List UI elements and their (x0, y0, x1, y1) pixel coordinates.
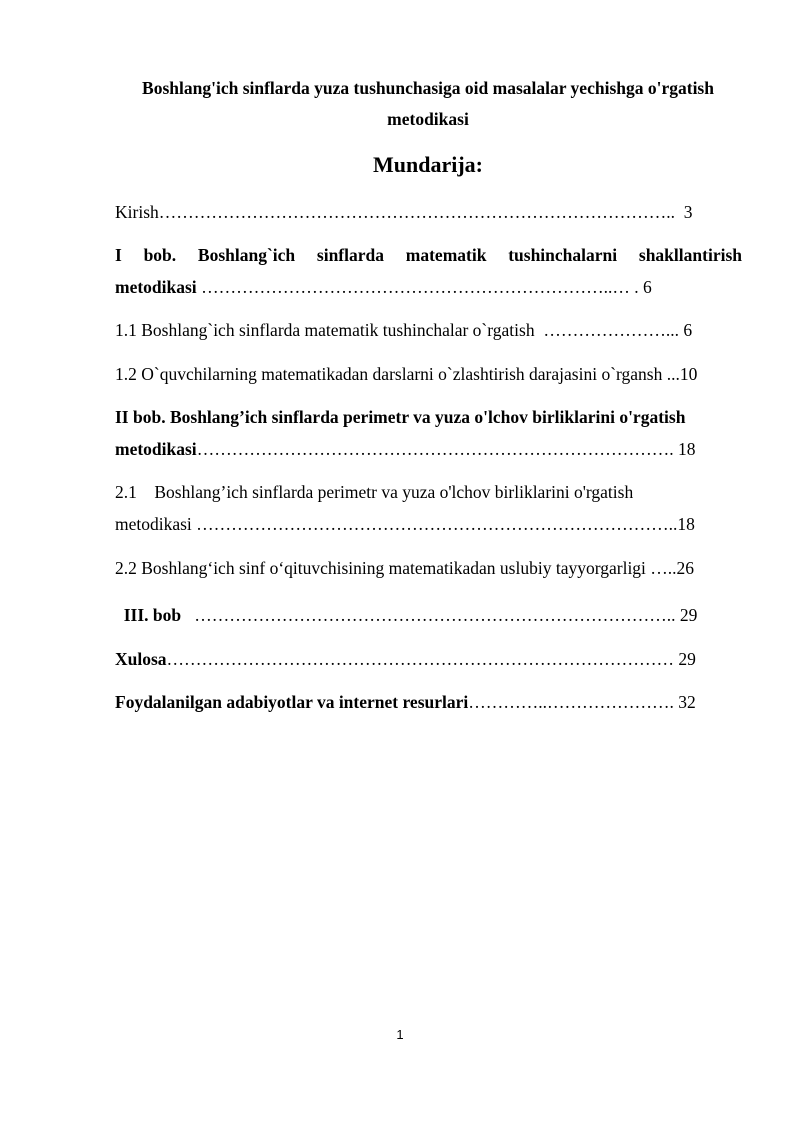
toc-entry-kirish: Kirish…………………………………………………………………………….. 3 (115, 202, 693, 222)
toc-entry-bob1-cont-bold: metodikasi (115, 277, 197, 297)
toc-entry-bob2-line1: II bob. Boshlang’ich sinflarda perimetr va yuza o'lchov birliklarini o'rgatish (115, 407, 686, 427)
toc-entry-xulosa (115, 647, 696, 671)
toc-word: matematik (405, 245, 487, 265)
toc-entry-bob3 (115, 603, 697, 627)
toc-entry-bob2-cont-rest: ………………………………………………………………………. 18 (196, 439, 696, 459)
toc-word: sinflarda (316, 245, 385, 265)
toc-entry-bob2-line2 (115, 437, 695, 461)
toc-word: Boshlang`ich (197, 245, 296, 265)
document-title-line2: metodikasi (387, 109, 469, 129)
toc-entry-references-rest: …………..…………………. 32 (468, 692, 696, 712)
toc-entry-bob2-cont-bold: metodikasi (115, 439, 197, 459)
toc-heading: Mundarija: (373, 152, 483, 177)
toc-word: bob. (143, 245, 177, 265)
toc-entry-bob3-rest: ……………………………………………………………………….. 29 (181, 605, 698, 625)
document-title-line1: Boshlang'ich sinflarda yuza tushunchasiga oid masalalar yechishga o'rgatish (142, 78, 714, 98)
toc-entry-2-1-line2: metodikasi ………………………………………………………………………..18 (115, 514, 695, 534)
toc-entry-references-bold: Foydalanilgan adabiyotlar va internet resurlari (115, 692, 469, 712)
toc-entry-1-2: 1.2 O`quvchilarning matematikadan darslarni o`zlashtirish darajasini o`rgansh ...10 (115, 364, 698, 384)
page-number: 1 (396, 1027, 404, 1042)
toc-entry-bob1-line2 (115, 275, 652, 299)
toc-entry-bob3-bold: III. bob (115, 605, 182, 625)
toc-entry-2-1-line1: 2.1 Boshlang’ich sinflarda perimetr va yuza o'lchov birliklarini o'rgatish (115, 482, 634, 502)
toc-word: I (115, 245, 122, 265)
toc-entry-bob1-line1 (115, 243, 742, 267)
toc-entry-xulosa-rest: …………………………………………………………………………… 29 (166, 649, 696, 669)
toc-entry-xulosa-bold: Xulosa (115, 649, 167, 669)
toc-entry-references (115, 690, 696, 714)
toc-entry-2-2: 2.2 Boshlang‘ich sinf o‘qituvchisining matematikadan uslubiy tayyorgarligi …..26 (115, 558, 695, 578)
toc-word: shakllantirish (638, 245, 742, 265)
toc-entry-bob1-cont-rest: ……………………………………………………………..… . 6 (196, 277, 652, 297)
toc-word: tushinchalarni (508, 245, 618, 265)
toc-entry-1-1: 1.1 Boshlang`ich sinflarda matematik tushinchalar o`rgatish …………………... 6 (115, 320, 693, 340)
